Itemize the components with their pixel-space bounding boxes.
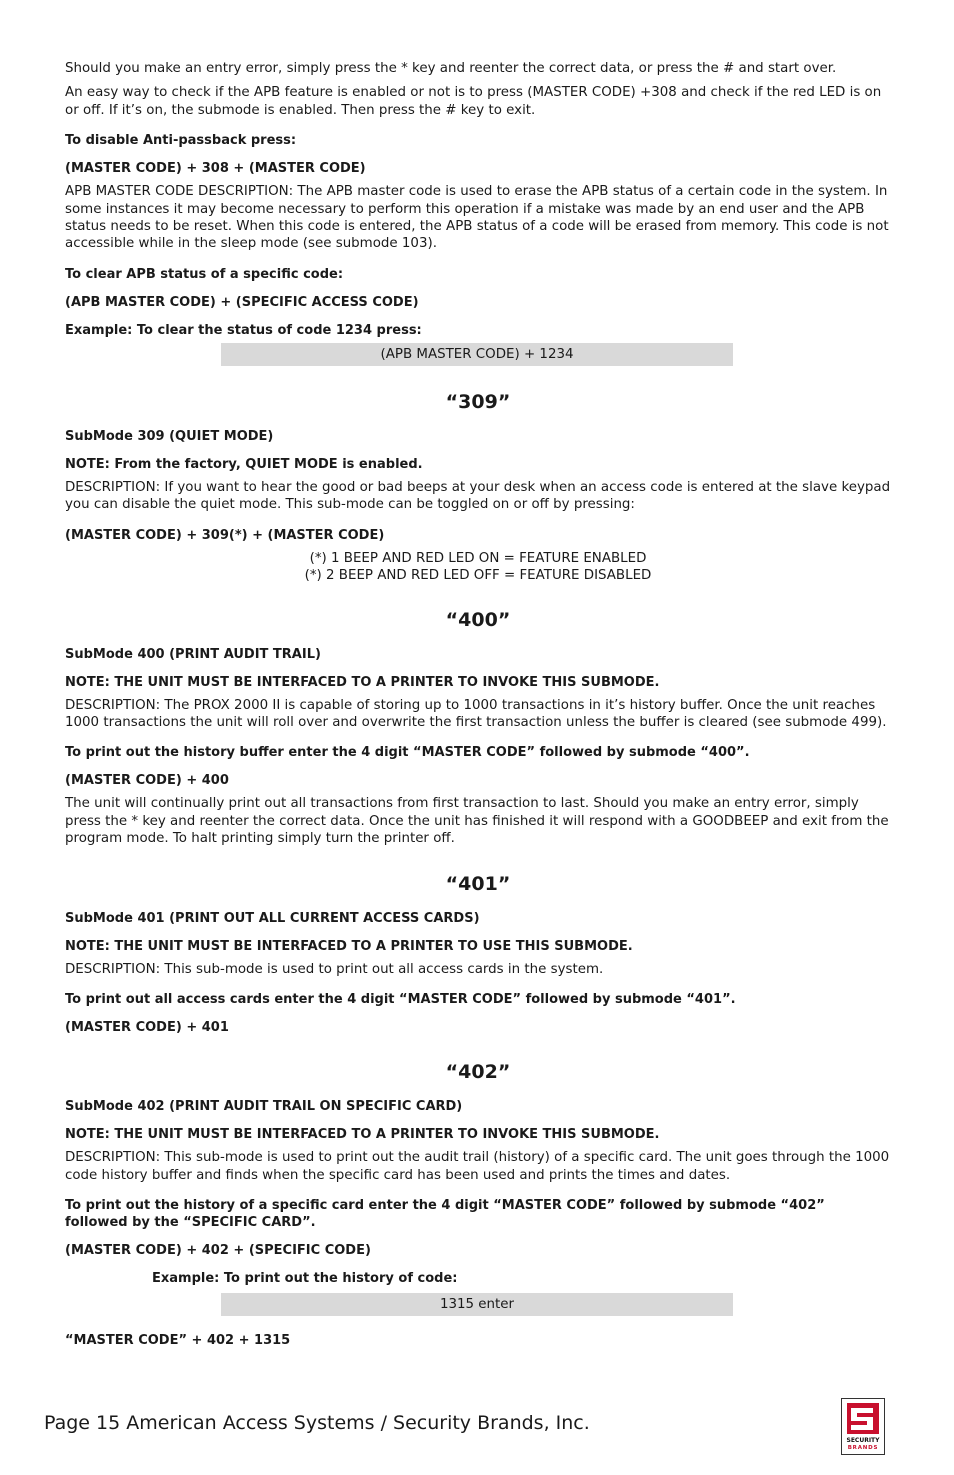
entry-error-text: Should you make an entry error, simply press the * key and reenter the correct data, or press the # and start over.	[65, 61, 837, 76]
security-brands-logo	[841, 1398, 885, 1455]
disable-apb-heading: To disable Anti-passback press:	[65, 133, 297, 149]
disable-apb-command: (MASTER CODE) + 308 + (MASTER CODE)	[65, 161, 366, 177]
page-footer: Page 15 American Access Systems / Security Brands, Inc.	[44, 1412, 590, 1434]
page-content	[65, 60, 891, 1360]
clear-apb-command: (APB MASTER CODE) + (SPECIFIC ACCESS CODE)	[65, 294, 419, 310]
submode-402-command: (MASTER CODE) + 402 + (SPECIFIC CODE)	[65, 1242, 371, 1258]
submode-402-final-command: “MASTER CODE” + 402 + 1315	[65, 1332, 291, 1348]
submode-400-description-2: The unit will continually print out all transactions from first transaction to last. Should you make an entry error, simply press the * key and reenter the correct data. Once the unit has finished it will respond with a GOODBEEP and exit from the program mode. To halt printing simply turn the printer off.	[65, 796, 889, 847]
submode-402-example-box: 1315 enter	[221, 1293, 733, 1316]
submode-402-instruction: To print out the history of a specific card enter the 4 digit “MASTER CODE” followed by submode “402” followed by the “SPECIFIC CARD”.	[65, 1197, 825, 1230]
submode-309-command: (MASTER CODE) + 309(*) + (MASTER CODE)	[65, 527, 385, 543]
submode-309-description: DESCRIPTION: If you want to hear the good or bad beeps at your desk when an access code is entered at the slave keypad you can disable the quiet mode. This sub-mode can be toggled on or off by pressing:	[65, 479, 891, 513]
submode-309-enabled-line: (*) 1 BEEP AND RED LED ON = FEATURE ENABLED	[309, 550, 647, 566]
submode-400-title: SubMode 400 (PRINT AUDIT TRAIL)	[65, 646, 321, 662]
logo-mark-icon	[842, 1399, 884, 1437]
submode-309-note: NOTE: From the factory, QUIET MODE is enabled.	[65, 456, 423, 472]
submode-402-example: Example: To print out the history of code:	[152, 1270, 458, 1286]
submode-401-description: DESCRIPTION: This sub-mode is used to print out all access cards in the system.	[65, 961, 604, 977]
submode-309-disabled-line: (*) 2 BEEP AND RED LED OFF = FEATURE DISABLED	[304, 567, 652, 583]
submode-401-command: (MASTER CODE) + 401	[65, 1020, 229, 1036]
submode-400-instruction: To print out the history buffer enter the 4 digit “MASTER CODE” followed by submode “400”.	[65, 745, 750, 761]
submode-309-title: SubMode 309 (QUIET MODE)	[65, 428, 274, 444]
section-309-heading: “309”	[445, 390, 511, 413]
submode-402-note: NOTE: THE UNIT MUST BE INTERFACED TO A PRINTER TO INVOKE THIS SUBMODE.	[65, 1127, 660, 1143]
submode-400-command: (MASTER CODE) + 400	[65, 773, 229, 789]
submode-401-note: NOTE: THE UNIT MUST BE INTERFACED TO A PRINTER TO USE THIS SUBMODE.	[65, 938, 633, 954]
submode-402-title: SubMode 402 (PRINT AUDIT TRAIL ON SPECIFIC CARD)	[65, 1099, 463, 1115]
submode-400-note: NOTE: THE UNIT MUST BE INTERFACED TO A PRINTER TO INVOKE THIS SUBMODE.	[65, 674, 660, 690]
clear-apb-example-box: (APB MASTER CODE) + 1234	[221, 343, 733, 366]
submode-402-description: DESCRIPTION: This sub-mode is used to print out the audit trail (history) of a specific card. The unit goes through the 1000 code history buffer and finds when the specific card has been used and prints the times and dates.	[65, 1150, 890, 1183]
apb-check-text: An easy way to check if the APB feature is enabled or not is to press (MASTER CODE) +308 and check if the red LED is on or off. If it’s on, the submode is enabled. Then press the # key to exit.	[65, 85, 882, 118]
submode-400-description: DESCRIPTION: The PROX 2000 II is capable of storing up to 1000 transactions in it’s history buffer. Once the unit reaches 1000 transactions the unit will roll over and overwrite the first transaction unless the buffer is cleared (see submode 499).	[65, 697, 887, 731]
clear-apb-heading: To clear APB status of a specific code:	[65, 266, 344, 282]
logo-line-1: SECURITY	[846, 1437, 880, 1444]
submode-401-instruction: To print out all access cards enter the 4 digit “MASTER CODE” followed by submode “401”.	[65, 992, 736, 1008]
clear-apb-example: Example: To clear the status of code 1234 press:	[65, 322, 422, 338]
apb-master-code-description: APB MASTER CODE DESCRIPTION: The APB master code is used to erase the APB status of a certain code in the system. In some instances it may become necessary to perform this operation if a mistake was made by an end user and the APB status needs to be reset. When this code is entered, the APB status of a code will be erased from memory. This code is not accessible while in the sleep mode (see submode 103).	[65, 184, 889, 252]
section-400-heading: “400”	[445, 608, 511, 631]
section-402-heading: “402”	[445, 1061, 511, 1084]
section-401-heading: “401”	[445, 872, 511, 895]
logo-line-2: BRANDS	[847, 1445, 879, 1451]
submode-401-title: SubMode 401 (PRINT OUT ALL CURRENT ACCESS CARDS)	[65, 910, 480, 926]
